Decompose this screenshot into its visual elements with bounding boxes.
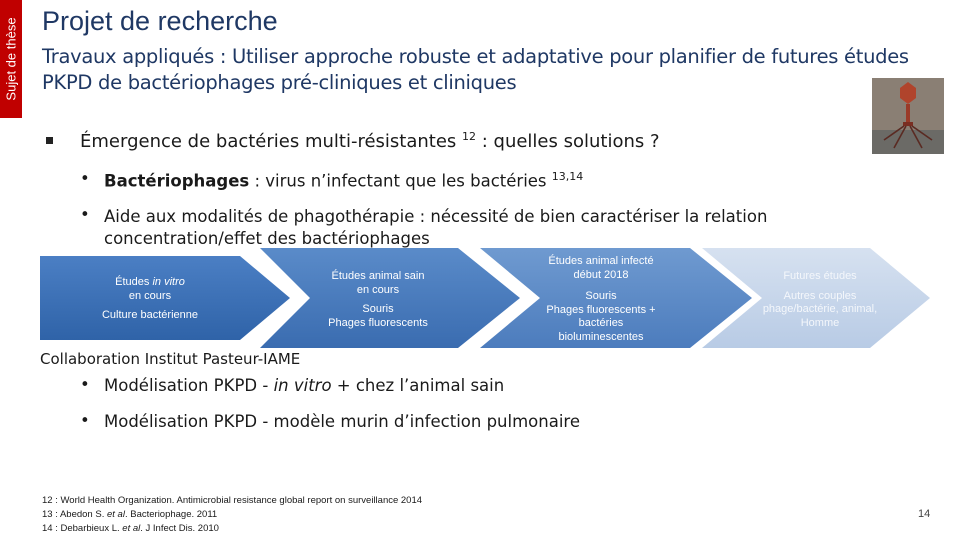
stage-in-vitro: Études in vitro en cours Culture bactérienne <box>101 276 198 321</box>
bullet-dot-icon: • <box>80 375 90 394</box>
square-bullet-icon <box>46 137 53 144</box>
collaboration-label: Collaboration Institut Pasteur-IAME <box>40 350 301 368</box>
bacteriophage-image <box>872 78 944 154</box>
stage-futures-etudes: Futures études Autres couples phage/bactérie, animal, Homme <box>762 270 878 329</box>
reference-14: 14 : Debarbieux L. et al. J Infect Dis. 2010 <box>42 523 219 534</box>
page-number: 14 <box>918 508 931 520</box>
reference-13: 13 : Abedon S. et al. Bacteriophage. 2011 <box>42 509 218 520</box>
references <box>42 494 422 536</box>
stage-animal-infecte: Études animal infecté début 2018 Souris Phages fluorescents + bactéries bioluminescentes <box>546 255 656 343</box>
stage-animal-sain: Études animal sain en cours Souris Phages fluorescents <box>328 270 428 329</box>
reference-12: 12 : World Health Organization. Antimicrobial resistance global report on surveillance 2014 <box>42 495 423 506</box>
bullet-dot-icon: • <box>80 205 90 224</box>
page-title: Projet de recherche <box>42 6 278 36</box>
bullet-dot-icon: • <box>80 169 90 188</box>
sidebar-tab <box>0 0 22 118</box>
sidebar-label: Sujet de thèse <box>3 17 19 101</box>
bullet-dot-icon: • <box>80 411 90 430</box>
page-subtitle: Travaux appliqués : Utiliser approche robuste et adaptative pour planifier de futures études PKPD de bactériophages pré-cliniques et cliniques <box>42 45 909 94</box>
